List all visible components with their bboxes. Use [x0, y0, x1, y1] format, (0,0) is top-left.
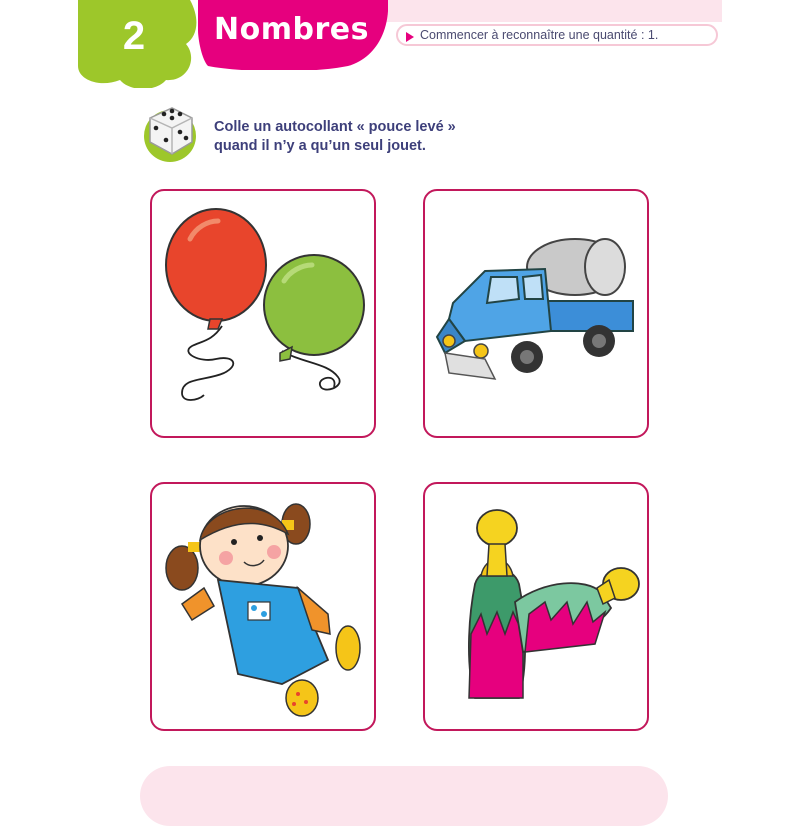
play-bullet-icon [406, 32, 414, 42]
card-truck[interactable] [423, 189, 649, 438]
doll-icon [152, 484, 374, 729]
workbook-page [78, 0, 722, 800]
card-balloons[interactable] [150, 189, 376, 438]
objective-text: Commencer à reconnaître une quantité : 1. [420, 28, 659, 42]
instruction-text [214, 118, 456, 156]
dice-icon [140, 100, 202, 162]
card-bowling-pins[interactable] [423, 482, 649, 731]
lesson-number: 2 [122, 14, 146, 58]
page-title: Nombres [214, 12, 369, 47]
instruction-line-1: Colle un autocollant « pouce levé » [214, 119, 456, 135]
cement-truck-icon [425, 191, 647, 436]
bottom-decoration [140, 766, 668, 826]
card-doll[interactable] [150, 482, 376, 731]
header-band [381, 0, 722, 22]
bowling-pins-icon [425, 484, 647, 729]
instruction-line-2: quand il n’y a qu’un seul jouet. [214, 138, 426, 154]
objective-pill [396, 24, 718, 46]
balloons-icon [152, 191, 374, 436]
